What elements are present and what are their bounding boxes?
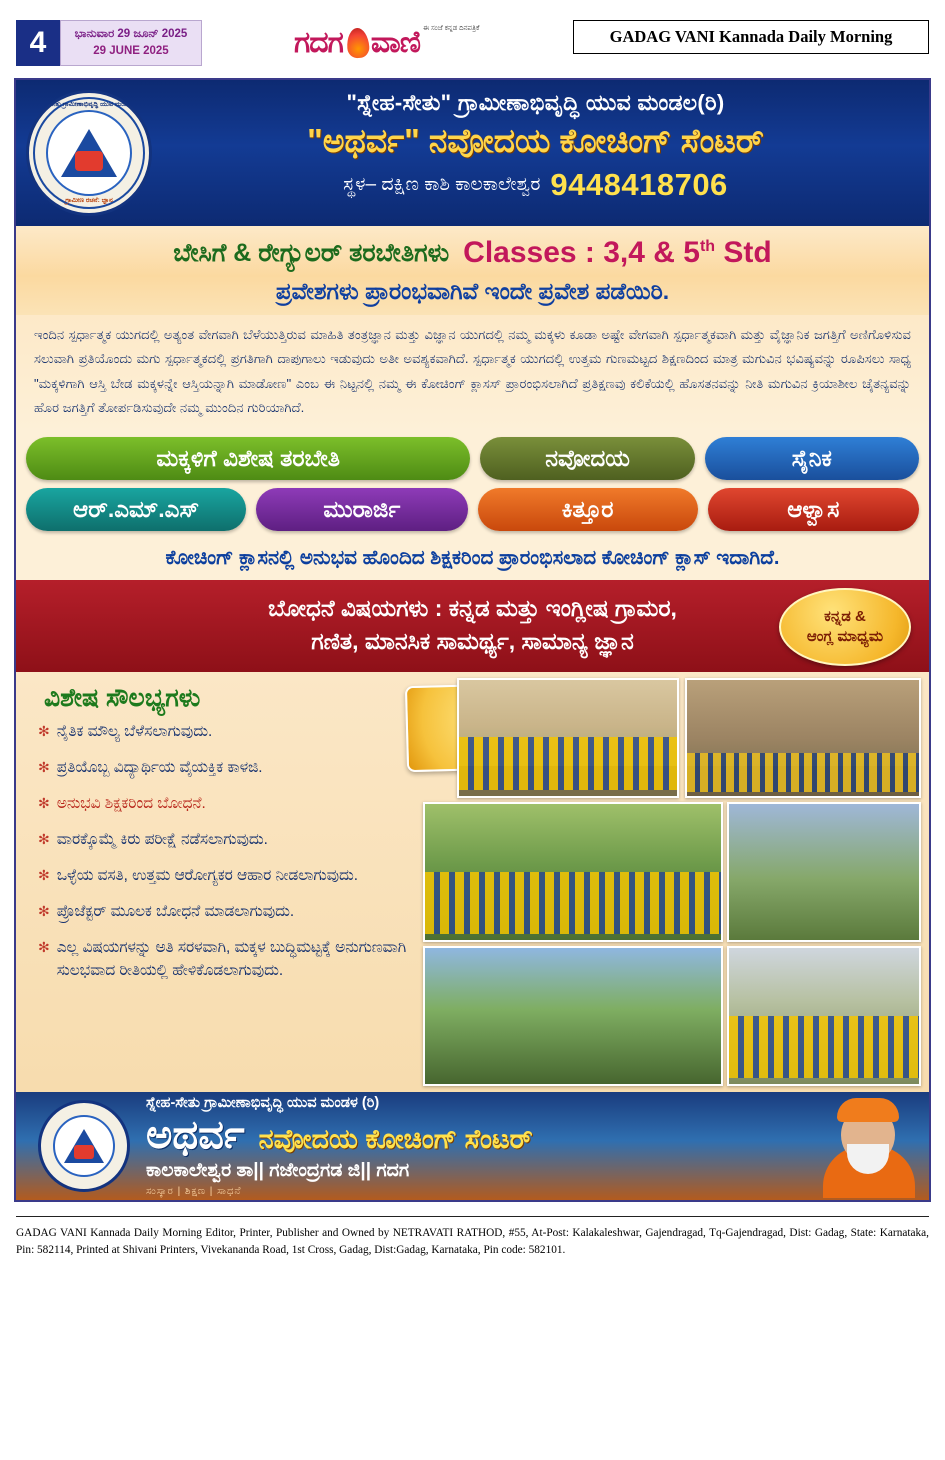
ad-paragraph: ಇಂದಿನ ಸ್ಪರ್ಧಾತ್ಮಕ ಯುಗದಲ್ಲಿ ಅತ್ಯಂತ ವೇಗವಾಗಿ ಬೆಳೆಯುತ್ತಿರುವ ಮಾಹಿತಿ ತಂತ್ರಜ್ಞಾನ ಮತ್ತು ವಿಜ್ಞಾನ ಯುಗದಲ್ಲಿ ನಮ್ಮ ಮಕ್ಕಳು ಕೂಡಾ ಅಷ್ಟೇ ವೇಗವಾಗಿ ಸ್ಪರ್ಧಾತ್ಮಕವಾಗಿ ಮತ್ತು ವೈಜ್ಞಾನಿಕ ಜಗತ್ತಿಗೆ ಅಣಿಗೊಳಿಸುವ ಸಲುವಾಗಿ ಪ್ರತಿಯೊಂದು ಮಗು ಸ್ಪರ್ಧಾತ್ಮಕದಲ್ಲಿ ಪ್ರಗತಿಗಾಗಿ ದಾಪುಗಾಲು ಇಡುವುದು ಅತೀ ಅವಶ್ಯಕವಾಗಿದೆ. ಸ್ಪರ್ಧಾತ್ಮಕ ಯುಗದಲ್ಲಿ ಉತ್ತಮ ಗುಣಮಟ್ಟದ ಶಿಕ್ಷಣದಿಂದ ಮಾತ್ರ ಮಗುವಿನ ಭವಿಷ್ಯವನ್ನು ರೂಪಿಸಲು ಸಾಧ್ಯ "ಮಕ್ಕಳಿಗಾಗಿ ಆಸ್ತಿ ಬೇಡ ಮಕ್ಕಳನ್ನೇ ಆಸ್ತಿಯನ್ನಾಗಿ ಮಾಡೋಣ" ಎಂಬ ಈ ನಿಟ್ಟನಲ್ಲಿ ನಮ್ಮ ಈ ಕೋಚಿಂಗ್ ಕ್ಲಾಸಸ್ ಪ್ರಾರಂಭಿಸಲಾಗಿದೆ ಪ್ರತಿಕ್ಷಣವು ಕಲಿಕೆಯಲ್ಲಿ ಹೊಸತನವನ್ನು ನೀತಿ ಮಗುವಿನ ಕ್ರಿಯಾಶೀಲ ಚೈತನ್ಯವನ್ನು ಹೊರ ಜಗತ್ತಿಗೆ ತೋರ್ಪಡಿಸುವುದೇ ನಮ್ಮ ಮುಂದಿನ ಗುರಿಯಾಗಿದೆ.	[16, 315, 929, 433]
place-label: ಸ್ಥಳ– ದಕ್ಷಿಣ ಕಾಶಿ ಕಾಲಕಾಲೇಶ್ವರ	[343, 174, 541, 195]
masthead	[16, 14, 929, 72]
medium-badge-line-1: ಕನ್ನಡ &	[824, 608, 866, 626]
star-icon: ✻	[38, 903, 50, 920]
students-assembly-photo	[727, 946, 921, 1086]
newspaper-page	[0, 14, 945, 1460]
chips-note: ಕೋಚಿಂಗ್ ಕ್ಲಾಸನಲ್ಲಿ ಅನುಭವ ಹೊಂದಿದ ಶಿಕ್ಷಕರಿಂದ ಪ್ರಾರಂಭಿಸಲಾದ ಕೋಚಿಂಗ್ ಕ್ಲಾಸ್ ಇದಾಗಿದೆ.	[16, 545, 929, 580]
logo-subtitle: ಈ ಸಂಜೆ ಕನ್ನಡ ದಿನಪತ್ರಿಕೆ	[422, 25, 480, 32]
footer-text	[130, 1095, 817, 1197]
page-number: 4	[16, 20, 60, 66]
admission-line: ಪ್ರವೇಶಗಳು ಪ್ರಾರಂಭವಾಗಿವೆ ಇಂದೇ ಪ್ರವೇಶ ಪಡೆಯಿರಿ.	[16, 276, 929, 315]
ad-footer	[16, 1092, 929, 1200]
center-name: "ಅಥರ್ವ" ನವೋದಯ ಕೋಚಿಂಗ್ ಸೆಂಟರ್	[307, 122, 764, 159]
ad-header-text	[152, 86, 919, 218]
place-and-phone	[158, 167, 913, 203]
footer-address: ಕಾಲಕಾಲೇಶ್ವರ ತಾ|| ಗಜೇಂದ್ರಗಡ ಜಿ|| ಗದಗ	[146, 1160, 410, 1182]
date-box	[60, 20, 202, 66]
classes-en-main: Classes : 3,4 & 5	[463, 236, 700, 269]
footer-navodaya: ನವೋದಯ ಕೋಚಿಂಗ್ ಸೆಂಟರ್	[258, 1124, 533, 1155]
chip-morarji[interactable]: ಮುರಾರ್ಜಿ	[256, 488, 467, 531]
chip-navodaya[interactable]: ನವೋದಯ	[480, 437, 694, 480]
institute-emblem-icon	[26, 90, 152, 216]
footer-tagline: ಸಂಸ್ಕಾರ | ಶಿಕ್ಷಣ | ಸಾಧನೆ	[146, 1186, 242, 1198]
newspaper-logo	[294, 19, 479, 67]
classroom-students-photo	[457, 678, 679, 798]
feature-text: ನೈತಿಕ ಮೌಲ್ಯ ಬೆಳೆಸಲಾಗುವುದು.	[56, 723, 213, 741]
advertisement	[14, 78, 931, 1202]
subjects-band	[16, 580, 929, 673]
chip-row-1	[26, 437, 919, 480]
group-photo-students	[423, 802, 723, 942]
star-icon: ✻	[38, 867, 50, 884]
exam-chips	[16, 433, 929, 545]
feature-text: ಒಳ್ಳೆಯ ವಸತಿ, ಉತ್ತಮ ಆರೋಗ್ಯಕರ ಆಹಾರ ನೀಡಲಾಗುವುದು.	[56, 867, 359, 885]
footer-emblem-icon	[38, 1100, 130, 1192]
list-item	[38, 865, 446, 888]
classes-en-tail: Std	[715, 236, 772, 269]
date-kannada: ಭಾನುವಾರ 29 ಜೂನ್ 2025	[74, 27, 188, 40]
classes-english-label	[463, 236, 772, 270]
subjects-line-1: ಬೋಧನೆ ವಿಷಯಗಳು : ಕನ್ನಡ ಮತ್ತು ಇಂಗ್ಲೀಷ ಗ್ರಾಮರ,	[268, 594, 677, 621]
feature-text: ವಾರಕ್ಕೊಮ್ಮೆ ಕಿರು ಪರೀಕ್ಷೆ ನಡೆಸಲಾಗುವುದು.	[56, 831, 268, 849]
classes-kannada-label: ಬೇಸಿಗೆ & ರೇಗ್ಯುಲರ್ ತರಬೇತಿಗಳು	[173, 238, 450, 267]
features-section	[16, 672, 929, 1092]
paper-title: GADAG VANI Kannada Daily Morning	[573, 20, 929, 54]
feature-text: ಎಲ್ಲ ವಿಷಯಗಳನ್ನು ಅತಿ ಸರಳವಾಗಿ, ಮಕ್ಕಳ ಬುದ್ಧಿಮಟ್ಟಕ್ಕೆ ಅನುಗುಣವಾಗಿ ಸುಲಭವಾದ ರೀತಿಯಲ್ಲಿ ಹೇಳಿಕೊಡಲಾಗುವುದು.	[56, 939, 407, 979]
campus-landscape-photo	[423, 946, 723, 1086]
list-item	[38, 901, 446, 924]
emblem-bottom-text: ಗ್ರಾಮೀಣ ರಚನೆ: ಜ್ಞಾನ	[65, 197, 113, 204]
classroom-teaching-photo	[685, 678, 921, 798]
chip-sainik[interactable]: ಸೈನಿಕ	[705, 437, 919, 480]
footer-atharva: ಅಥರ್ವ	[146, 1113, 245, 1158]
flame-icon	[346, 27, 370, 58]
list-item	[38, 829, 446, 852]
logo-text-gadag: ಗದಗ	[294, 26, 343, 59]
classes-band	[16, 226, 929, 276]
legal-imprint: GADAG VANI Kannada Daily Morning Editor, Printer, Publisher and Owned by NETRAVATI RATHOD, #55, At-Post: Kalakaleshwar, Gajendragad, Tq-Gajendragad, Dist: Gadag, State: Karnataka, Pin: 582114, Printed at Shivani Printers, Vivekananda Road, 1st Cross, Gadag, Dist:Gadag, Karnataka, Pin code: 582101.	[16, 1216, 929, 1259]
feature-text: ಪ್ರೊಜೆಕ್ಟರ್ ಮೂಲಕ ಬೋಧನೆ ಮಾಡಲಾಗುವುದು.	[56, 903, 295, 921]
star-icon: ✻	[38, 759, 50, 776]
chip-row-2	[26, 488, 919, 531]
star-icon: ✻	[38, 939, 50, 955]
classes-en-sup: th	[699, 238, 716, 255]
campus-hill-photo	[727, 802, 921, 942]
star-icon: ✻	[38, 795, 50, 812]
features-title: ವಿಶೇಷ ಸೌಲಭ್ಯಗಳು	[44, 684, 201, 713]
footer-org-name: ಸ್ನೇಹ-ಸೇತು ಗ್ರಾಮೀಣಾಭಿವೃದ್ಧಿ ಯುವ ಮಂಡಳ (ರಿ)	[146, 1095, 380, 1112]
star-icon: ✻	[38, 831, 50, 848]
emblem-top-text: ಸ್ನೇಹ-ಸೇತು ಗ್ರಾಮೀಣಾಭಿವೃದ್ಧಿ ಯುವ ಮಂಡಳ (ರಿ)	[36, 101, 142, 108]
list-item	[38, 793, 446, 816]
subjects-line-2: ಗಣಿತ, ಮಾನಸಿಕ ಸಾಮರ್ಥ್ಯ, ಸಾಮಾನ್ಯ ಜ್ಞಾನ	[311, 628, 634, 655]
feature-text: ಪ್ರತಿಯೊಬ್ಬ ವಿದ್ಯಾರ್ಥಿಯ ವೈಯಕ್ತಿಕ ಕಾಳಜಿ.	[56, 759, 263, 777]
chip-special-training[interactable]: ಮಕ್ಕಳಿಗೆ ವಿಶೇಷ ತರಬೇತಿ	[26, 437, 470, 480]
phone-number[interactable]: 9448418706	[550, 167, 728, 202]
footer-title-row	[146, 1113, 817, 1158]
medium-badge	[779, 588, 911, 666]
list-item	[38, 721, 446, 744]
chip-kittur[interactable]: ಕಿತ್ತೂರ	[478, 488, 698, 531]
org-name: "ಸ್ನೇಹ-ಸೇತು" ಗ್ರಾಮೀಣಾಭಿವೃದ್ಧಿ ಯುವ ಮಂಡಲ(ರಿ)	[346, 90, 725, 115]
list-item	[38, 757, 446, 780]
medium-badge-line-2: ಆಂಗ್ಲ ಮಾಧ್ಯಮ	[806, 627, 884, 645]
photo-collage	[423, 678, 923, 1088]
feature-text: ಅನುಭವಿ ಶಿಕ್ಷಕರಿಂದ ಬೋಧನೆ.	[56, 795, 206, 813]
star-icon: ✻	[38, 723, 50, 740]
chip-alvas[interactable]: ಆಳ್ವಾಸ	[708, 488, 919, 531]
date-english: 29 JUNE 2025	[93, 45, 169, 57]
swamiji-portrait	[817, 1094, 921, 1198]
emblem-inner	[46, 110, 132, 196]
logo-text-vani: ವಾಣಿ	[370, 26, 420, 59]
features-list	[16, 721, 446, 983]
chip-rms[interactable]: ಆರ್.ಎಮ್.ಎಸ್	[26, 488, 246, 531]
list-item	[38, 937, 446, 983]
ad-header	[16, 80, 929, 226]
